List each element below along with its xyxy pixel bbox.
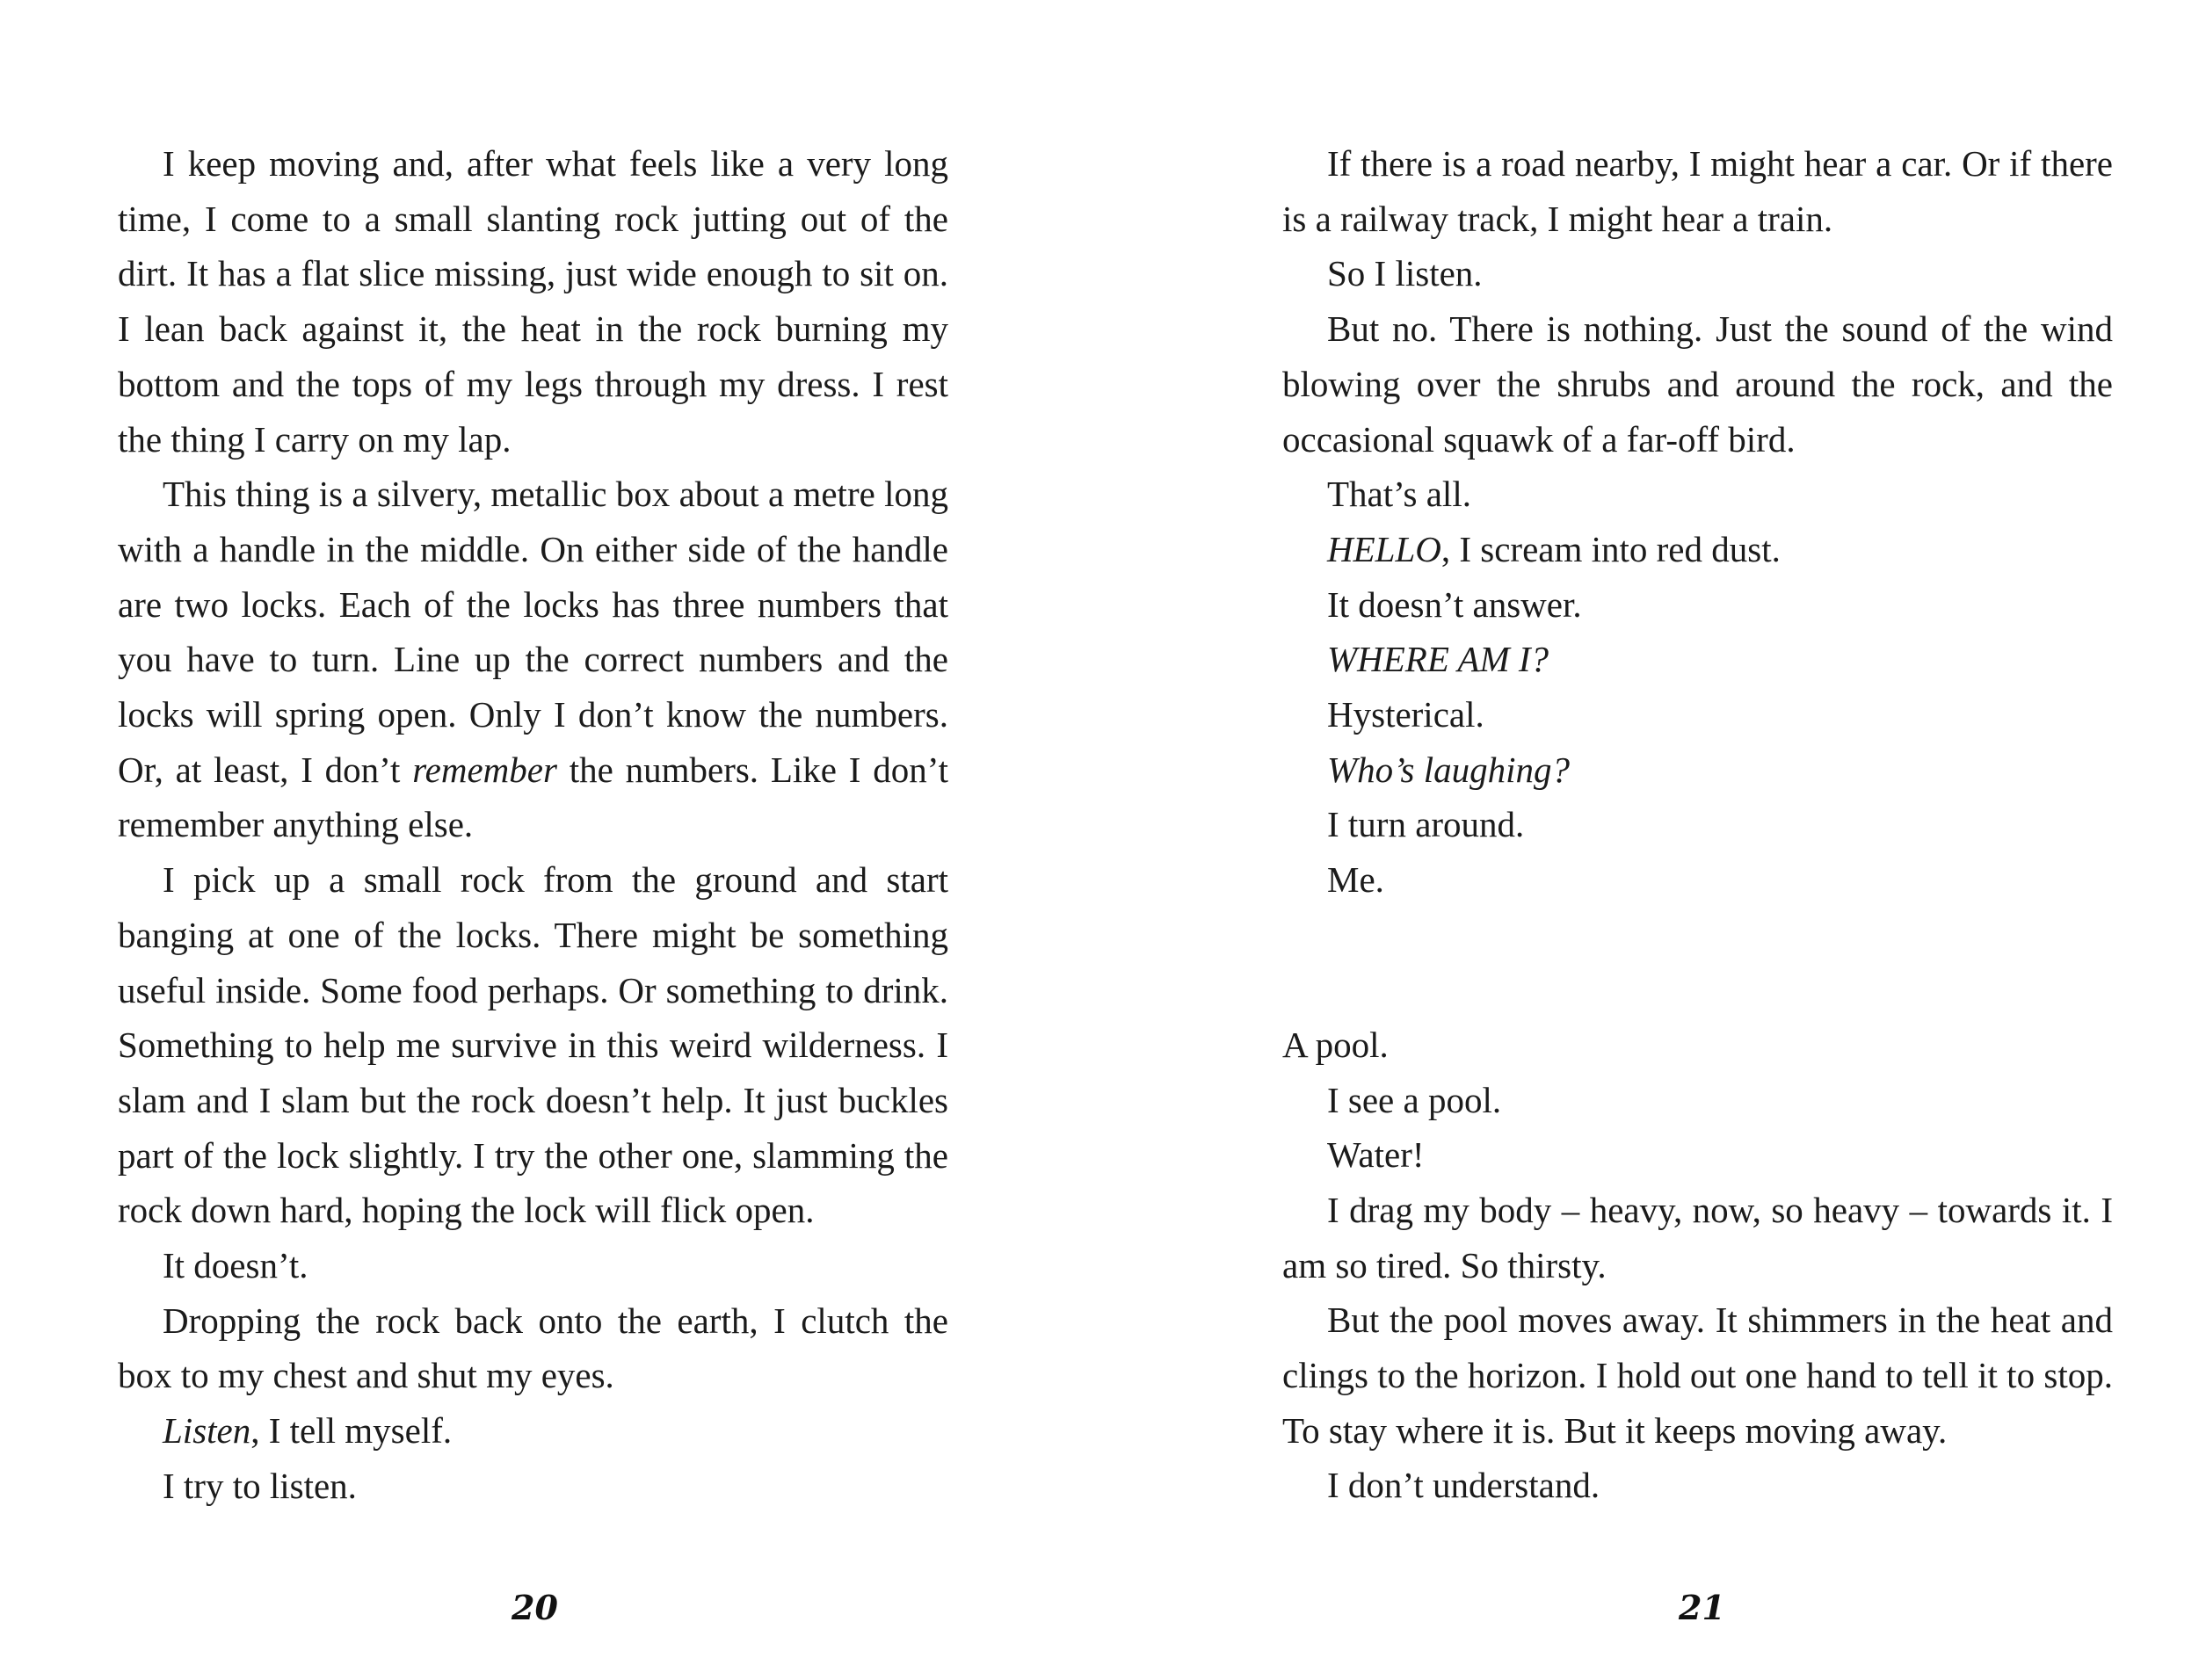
page-number: 20 — [512, 1588, 558, 1627]
right-page — [1103, 0, 2206, 1680]
section-break — [1282, 908, 2113, 1017]
paragraph: Water! — [1327, 1134, 1425, 1176]
left-page-text — [118, 136, 948, 1514]
paragraph: That’s all. — [1327, 474, 1471, 515]
paragraph: HELLO, I scream into red dust. — [1327, 528, 1781, 569]
right-page-text — [1282, 136, 2113, 1513]
paragraph: This thing is a silvery, metallic box about a metre long with a handle in the middle. On either side of the handle are two locks. Each of the locks has three numbers that you have to turn. Line up the correct numbers and the locks will spring open. Only I don’t know the numbers. Or, at least, I don’t remember the numbers. Like I don’t remember anything else. — [118, 474, 948, 845]
paragraph: Dropping the rock back onto the earth, I clutch the box to my chest and shut my eyes. — [118, 1300, 948, 1396]
paragraph: I try to listen. — [163, 1465, 357, 1506]
paragraph: I turn around. — [1327, 804, 1525, 845]
paragraph: It doesn’t. — [163, 1245, 308, 1286]
paragraph: So I listen. — [1327, 253, 1483, 294]
paragraph: Me. — [1327, 859, 1384, 901]
paragraph: But the pool moves away. It shimmers in the heat and clings to the horizon. I hold out one hand to tell it to stop. To stay where it is. But it keeps moving away. — [1282, 1300, 2113, 1451]
paragraph: WHERE AM I? — [1327, 639, 1549, 680]
paragraph: If there is a road nearby, I might hear a car. Or if there is a railway track, I might hear a train. — [1282, 143, 2113, 239]
paragraph: I drag my body – heavy, now, so heavy – towards it. I am so tired. So thirsty. — [1282, 1189, 2113, 1285]
paragraph: Who’s laughing? — [1327, 749, 1571, 790]
paragraph: Hysterical. — [1327, 694, 1484, 735]
paragraph: But no. There is nothing. Just the sound of the wind blowing over the shrubs and around the rock, and the occasional squawk of a far-off bird. — [1282, 308, 2113, 460]
paragraph: Listen, I tell myself. — [163, 1410, 453, 1452]
paragraph: It doesn’t answer. — [1327, 583, 1582, 625]
paragraph: I don’t understand. — [1327, 1465, 1600, 1506]
page-number: 21 — [1679, 1588, 1725, 1627]
paragraph: I see a pool. — [1327, 1079, 1502, 1120]
paragraph: I keep moving and, after what feels like a very long time, I come to a small slanting rock jutting out of the dirt. It has a flat slice missing, just wide enough to sit on. I lean back against it, the heat in the rock burning my bottom and the tops of my legs through my dress. I rest the thing I carry on my lap. — [118, 143, 948, 460]
paragraph: I pick up a small rock from the ground and start banging at one of the locks. There might be something useful inside. Some food perhaps. Or something to drink. Something to help me survive in this weird wilderness. I slam and I slam but the rock doesn’t help. It just buckles part of the lock slightly. I try the other one, slamming the rock down hard, hoping the lock will flick open. — [118, 859, 948, 1231]
paragraph: A pool. — [1282, 1024, 1389, 1065]
